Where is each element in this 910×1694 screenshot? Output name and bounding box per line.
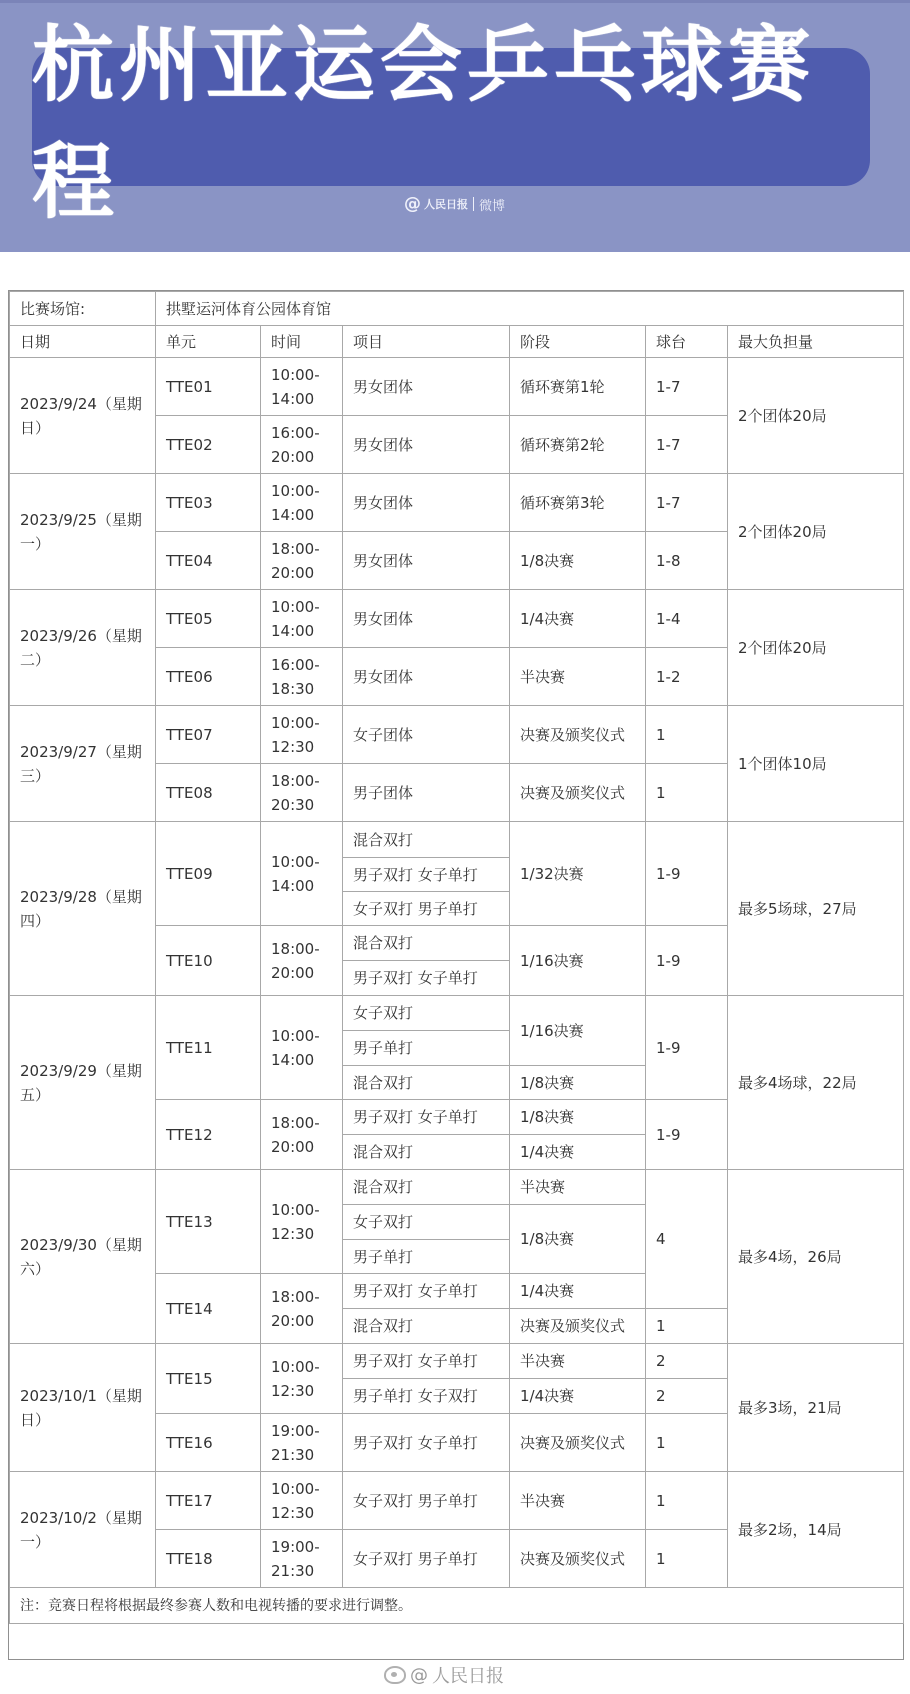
- table-cell: 1-4: [646, 590, 728, 648]
- time-cell: 19:00-21:30: [261, 1530, 343, 1588]
- max-load-cell: 最多5场球，27局: [728, 822, 904, 996]
- stage-cell: 半决赛: [510, 1170, 646, 1205]
- event-cell: 女子双打 男子单打: [343, 1472, 510, 1530]
- schedule-table: [9, 291, 904, 1624]
- table-row: [10, 706, 904, 764]
- table-cell: 1: [646, 764, 728, 822]
- column-header: 最大负担量: [728, 326, 904, 358]
- stage-cell: 1/8决赛: [510, 1205, 646, 1274]
- time-cell: 18:00-20:00: [261, 1274, 343, 1344]
- event-cell: 混合双打: [343, 1135, 510, 1170]
- event-cell: 男女团体: [343, 532, 510, 590]
- time-cell: 10:00-14:00: [261, 358, 343, 416]
- table-row: [10, 1170, 904, 1205]
- event-cell: 混合双打: [343, 1170, 510, 1205]
- table-cell: 2: [646, 1379, 728, 1414]
- stage-cell: 半决赛: [510, 1344, 646, 1379]
- table-row: [10, 1472, 904, 1530]
- table-cell: 1-8: [646, 532, 728, 590]
- table-row: [10, 996, 904, 1031]
- date-cell: 2023/9/26（星期二）: [10, 590, 156, 706]
- unit-cell: TTE11: [156, 996, 261, 1100]
- max-load-cell: 最多3场，21局: [728, 1344, 904, 1472]
- date-cell: 2023/9/24（星期日）: [10, 358, 156, 474]
- time-cell: 18:00-20:30: [261, 764, 343, 822]
- weibo-watermark: [404, 192, 505, 216]
- stage-cell: 半决赛: [510, 648, 646, 706]
- watermark-separator: [473, 197, 474, 211]
- watermark-at-icon: @: [404, 194, 421, 214]
- event-cell: 男女团体: [343, 648, 510, 706]
- header-band: [0, 0, 910, 252]
- max-load-cell: 2个团体20局: [728, 358, 904, 474]
- stage-cell: 决赛及颁奖仪式: [510, 706, 646, 764]
- event-cell: 男子双打 女子单打: [343, 1274, 510, 1309]
- max-load-cell: 最多2场，14局: [728, 1472, 904, 1588]
- table-cell: 1: [646, 1414, 728, 1472]
- table-cell: 2: [646, 1344, 728, 1379]
- unit-cell: TTE07: [156, 706, 261, 764]
- stage-cell: 1/32决赛: [510, 822, 646, 926]
- event-cell: 混合双打: [343, 926, 510, 961]
- max-load-cell: 2个团体20局: [728, 590, 904, 706]
- time-cell: 10:00-14:00: [261, 590, 343, 648]
- stage-cell: 半决赛: [510, 1472, 646, 1530]
- date-cell: 2023/9/30（星期六）: [10, 1170, 156, 1344]
- time-cell: 16:00-18:30: [261, 648, 343, 706]
- event-cell: 男子团体: [343, 764, 510, 822]
- time-cell: 16:00-20:00: [261, 416, 343, 474]
- event-cell: 男子单打: [343, 1031, 510, 1066]
- date-cell: 2023/9/28（星期四）: [10, 822, 156, 996]
- event-cell: 女子双打: [343, 1205, 510, 1240]
- event-cell: 男女团体: [343, 474, 510, 532]
- unit-cell: TTE16: [156, 1414, 261, 1472]
- event-cell: 男子单打: [343, 1240, 510, 1274]
- event-cell: 男子双打 女子单打: [343, 1414, 510, 1472]
- table-cell: 1-7: [646, 474, 728, 532]
- table-cell: 1-7: [646, 358, 728, 416]
- venue-label: 比赛场馆:: [10, 292, 156, 326]
- page-title: 杭州亚运会乒乓球赛程: [32, 18, 816, 230]
- event-cell: 女子双打 男子单打: [343, 1530, 510, 1588]
- table-row: [10, 358, 904, 416]
- unit-cell: TTE08: [156, 764, 261, 822]
- column-header: 球台: [646, 326, 728, 358]
- table-cell: 1-2: [646, 648, 728, 706]
- table-cell: 1-7: [646, 416, 728, 474]
- table-row: [10, 474, 904, 532]
- table-cell: 1: [646, 1472, 728, 1530]
- time-cell: 10:00-12:30: [261, 706, 343, 764]
- date-cell: 2023/10/2（星期一）: [10, 1472, 156, 1588]
- event-cell: 混合双打: [343, 822, 510, 858]
- time-cell: 10:00-12:30: [261, 1472, 343, 1530]
- unit-cell: TTE01: [156, 358, 261, 416]
- time-cell: 18:00-20:00: [261, 926, 343, 996]
- table-cell: 1: [646, 1309, 728, 1344]
- stage-cell: 决赛及颁奖仪式: [510, 1309, 646, 1344]
- table-cell: 1-9: [646, 926, 728, 996]
- event-cell: 男女团体: [343, 590, 510, 648]
- column-header: 项目: [343, 326, 510, 358]
- stage-cell: 1/8决赛: [510, 1100, 646, 1135]
- stage-cell: 循环赛第2轮: [510, 416, 646, 474]
- time-cell: 10:00-14:00: [261, 822, 343, 926]
- stage-cell: 1/4决赛: [510, 1135, 646, 1170]
- date-cell: 2023/9/29（星期五）: [10, 996, 156, 1170]
- unit-cell: TTE03: [156, 474, 261, 532]
- event-cell: 混合双打: [343, 1066, 510, 1100]
- max-load-cell: 2个团体20局: [728, 474, 904, 590]
- schedule-table-wrap: [8, 290, 904, 1660]
- unit-cell: TTE17: [156, 1472, 261, 1530]
- unit-cell: TTE06: [156, 648, 261, 706]
- table-cell: 4: [646, 1170, 728, 1309]
- date-cell: 2023/9/27（星期三）: [10, 706, 156, 822]
- table-row: [10, 1344, 904, 1379]
- footer-at: @: [410, 1664, 428, 1686]
- date-cell: 2023/10/1（星期日）: [10, 1344, 156, 1472]
- event-cell: 男女团体: [343, 358, 510, 416]
- date-cell: 2023/9/25（星期一）: [10, 474, 156, 590]
- footer-watermark: [384, 1662, 504, 1688]
- schedule-note: 注：竞赛日程将根据最终参赛人数和电视转播的要求进行调整。: [10, 1588, 904, 1624]
- time-cell: 18:00-20:00: [261, 532, 343, 590]
- column-header: 日期: [10, 326, 156, 358]
- time-cell: 10:00-12:30: [261, 1170, 343, 1274]
- max-load-cell: 最多4场，26局: [728, 1170, 904, 1344]
- unit-cell: TTE02: [156, 416, 261, 474]
- event-cell: 男子双打 女子单打: [343, 1100, 510, 1135]
- unit-cell: TTE12: [156, 1100, 261, 1170]
- column-header: 单元: [156, 326, 261, 358]
- max-load-cell: 1个团体10局: [728, 706, 904, 822]
- unit-cell: TTE13: [156, 1170, 261, 1274]
- venue-row: [10, 292, 904, 326]
- table-cell: 1: [646, 1530, 728, 1588]
- event-cell: 女子团体: [343, 706, 510, 764]
- table-row: [10, 822, 904, 858]
- stage-cell: 1/4决赛: [510, 1274, 646, 1309]
- event-cell: 男子双打 女子单打: [343, 1344, 510, 1379]
- venue-value: 拱墅运河体育公园体育馆: [156, 292, 904, 326]
- max-load-cell: 最多4场球，22局: [728, 996, 904, 1170]
- event-cell: 男子单打 女子双打: [343, 1379, 510, 1414]
- table-cell: 1-9: [646, 1100, 728, 1170]
- table-cell: 1-9: [646, 996, 728, 1100]
- unit-cell: TTE14: [156, 1274, 261, 1344]
- time-cell: 10:00-12:30: [261, 1344, 343, 1414]
- time-cell: 18:00-20:00: [261, 1100, 343, 1170]
- stage-cell: 决赛及颁奖仪式: [510, 1414, 646, 1472]
- stage-cell: 1/16决赛: [510, 926, 646, 996]
- unit-cell: TTE15: [156, 1344, 261, 1414]
- event-cell: 女子双打: [343, 996, 510, 1031]
- weibo-eye-icon: [384, 1666, 406, 1684]
- table-cell: 1-9: [646, 822, 728, 926]
- footer-brand: 人民日报: [432, 1666, 504, 1687]
- event-cell: 男女团体: [343, 416, 510, 474]
- event-cell: 男子双打 女子单打: [343, 961, 510, 996]
- event-cell: 混合双打: [343, 1309, 510, 1344]
- table-row: [10, 590, 904, 648]
- unit-cell: TTE10: [156, 926, 261, 996]
- column-header-row: [10, 326, 904, 358]
- unit-cell: TTE09: [156, 822, 261, 926]
- stage-cell: 循环赛第1轮: [510, 358, 646, 416]
- time-cell: 10:00-14:00: [261, 474, 343, 532]
- stage-cell: 1/8决赛: [510, 532, 646, 590]
- stage-cell: 决赛及颁奖仪式: [510, 1530, 646, 1588]
- unit-cell: TTE04: [156, 532, 261, 590]
- event-cell: 女子双打 男子单打: [343, 892, 510, 926]
- unit-cell: TTE05: [156, 590, 261, 648]
- table-cell: 1: [646, 706, 728, 764]
- stage-cell: 1/4决赛: [510, 590, 646, 648]
- note-row: [10, 1588, 904, 1624]
- unit-cell: TTE18: [156, 1530, 261, 1588]
- watermark-brand: 人民日报: [424, 197, 468, 211]
- time-cell: 19:00-21:30: [261, 1414, 343, 1472]
- column-header: 阶段: [510, 326, 646, 358]
- stage-cell: 1/4决赛: [510, 1379, 646, 1414]
- stage-cell: 循环赛第3轮: [510, 474, 646, 532]
- stage-cell: 1/16决赛: [510, 996, 646, 1066]
- stage-cell: 1/8决赛: [510, 1066, 646, 1100]
- event-cell: 男子双打 女子单打: [343, 858, 510, 892]
- stage-cell: 决赛及颁奖仪式: [510, 764, 646, 822]
- time-cell: 10:00-14:00: [261, 996, 343, 1100]
- column-header: 时间: [261, 326, 343, 358]
- watermark-weibo: 微博: [479, 198, 506, 214]
